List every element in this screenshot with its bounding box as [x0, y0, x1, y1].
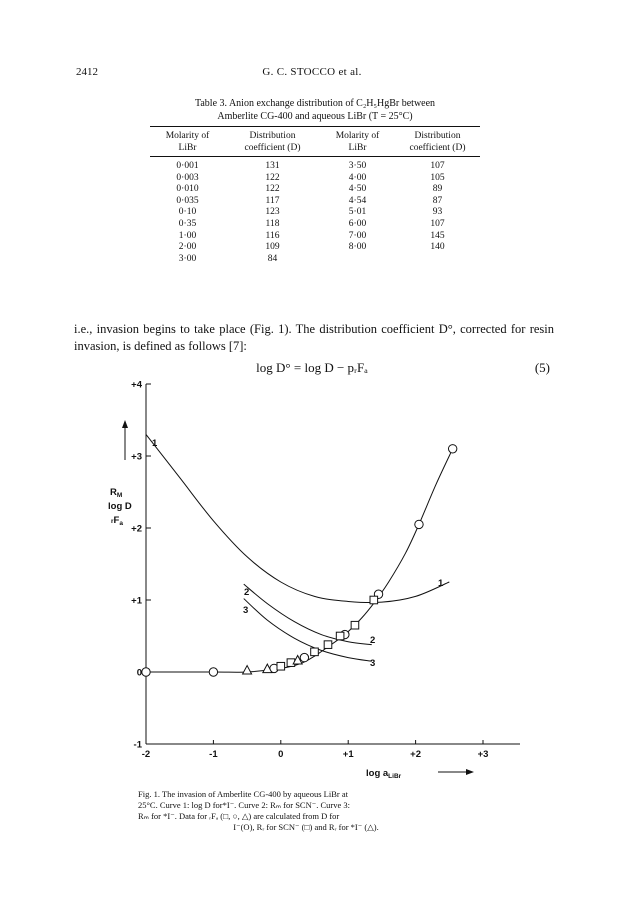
triangle-marker [243, 666, 252, 675]
x-tick-label: +3 [477, 749, 489, 760]
figure-chart [0, 380, 624, 780]
table-row: 0·35 118 6·00 107 [178, 218, 445, 229]
circle-marker [448, 445, 456, 453]
y-axis-label-rfa: $rF_a$ [111, 515, 123, 527]
circle-marker [415, 520, 423, 528]
square-marker [336, 632, 344, 640]
y-tick-label: +4 [131, 380, 142, 391]
tick-layer [131, 380, 488, 760]
curve-2 [244, 584, 372, 644]
x-tick-label: +1 [342, 749, 354, 760]
curve-1 [146, 434, 449, 602]
square-marker [351, 621, 359, 629]
table-header-cell: Molarity of LiBr [165, 131, 210, 153]
marker-layer [142, 445, 457, 677]
y-axis-label-logd: log D [108, 501, 132, 512]
table-body [150, 157, 480, 265]
curve-3 [244, 599, 372, 662]
table-caption-line-1: Table 3. Anion exchange distribution of C₂H₅HgBr between [194, 98, 436, 109]
curve-label-2-start: 2 [244, 587, 250, 598]
figure-caption-line: Rₘ for *I⁻. Data for ᵣFₐ (□, ○, △) are calculated from D for [138, 811, 340, 821]
square-marker [311, 648, 319, 656]
table-header-cell: Molarity of LiBr [335, 131, 380, 153]
square-marker [324, 641, 332, 649]
equation [0, 360, 624, 378]
y-axis-label-rm: $R_M$ [110, 487, 123, 499]
table-row: 1·00 116 7·00 145 [178, 230, 445, 241]
figure-caption-line: I⁻(O), Rᵣ for SCN⁻ (□) and Rᵣ for *I⁻ (△). [233, 822, 379, 832]
table-header-cell: Distribution coefficient (D) [244, 131, 301, 153]
figure-caption [138, 789, 474, 833]
x-tick-label: -2 [141, 749, 151, 760]
y-tick-label: 0 [136, 667, 142, 679]
y-tick-label: +1 [131, 595, 142, 607]
table-row: 0·035 117 4·54 87 [176, 195, 443, 206]
table-row: 0·010 122 4·50 89 [176, 184, 443, 195]
table-row: 2·00 109 8·00 140 [178, 242, 445, 253]
square-marker [277, 662, 285, 670]
figure-caption-line: 25°C. Curve 1: log D for*I⁻. Curve 2: Rₘ for SCN⁻. Curve 3: [138, 800, 350, 810]
curve-label-3-start: 3 [243, 605, 249, 616]
x-label-arrow-head [466, 769, 474, 775]
curve-rFa [146, 449, 453, 672]
table-row: 0·10 123 5·01 93 [178, 207, 443, 218]
y-tick-label: -1 [133, 739, 142, 751]
y-label-arrow-head [122, 420, 128, 428]
curve-label-2-end: 2 [370, 635, 376, 646]
running-head: G. C. STOCCO et al. [262, 66, 362, 78]
curve-label-1-end: 1 [438, 578, 444, 589]
axis-titles [108, 487, 402, 780]
table-row: 0·003 122 4·00 105 [176, 172, 445, 183]
equation-text: log D° = log D − pᵣFₐ [256, 360, 368, 375]
table-header-cell: Distribution coefficient (D) [409, 131, 466, 153]
axes [122, 384, 520, 775]
equation-number: (5) [534, 360, 550, 375]
curve-label-3-end: 3 [370, 658, 376, 669]
circle-marker [142, 668, 150, 676]
x-tick-label: 0 [278, 749, 284, 760]
y-tick-label: +2 [131, 523, 142, 535]
page-header [0, 66, 624, 82]
table-caption [150, 97, 480, 123]
x-tick-label: -1 [209, 749, 218, 760]
curve-label-1-start: 1 [152, 438, 158, 449]
data-table [150, 126, 480, 265]
circle-marker [300, 653, 308, 661]
curve-labels [152, 438, 444, 669]
table-caption-line-2: Amberlite CG-400 and aqueous LiBr (T = 25°C) [217, 111, 413, 122]
circle-marker [209, 668, 217, 676]
square-marker [370, 596, 378, 604]
x-axis-label: $\log a_{LiBr}$ [366, 768, 402, 780]
table-row: 3·00 84 [178, 253, 278, 264]
figure-caption-line: Fig. 1. The invasion of Amberlite CG-400 by aqueous LiBr at [138, 789, 348, 799]
x-tick-label: +2 [410, 749, 422, 760]
table-row: 0·001 131 3·50 107 [176, 161, 445, 171]
y-tick-label: +3 [131, 451, 142, 463]
table-header [150, 127, 480, 156]
body-paragraph: i.e., invasion begins to take place (Fig. 1). The distribution coefficient D°, corrected for resin invasion, is defined as follows [7]: [74, 322, 554, 353]
page-number: 2412 [76, 66, 98, 78]
curve-layer [146, 434, 453, 672]
